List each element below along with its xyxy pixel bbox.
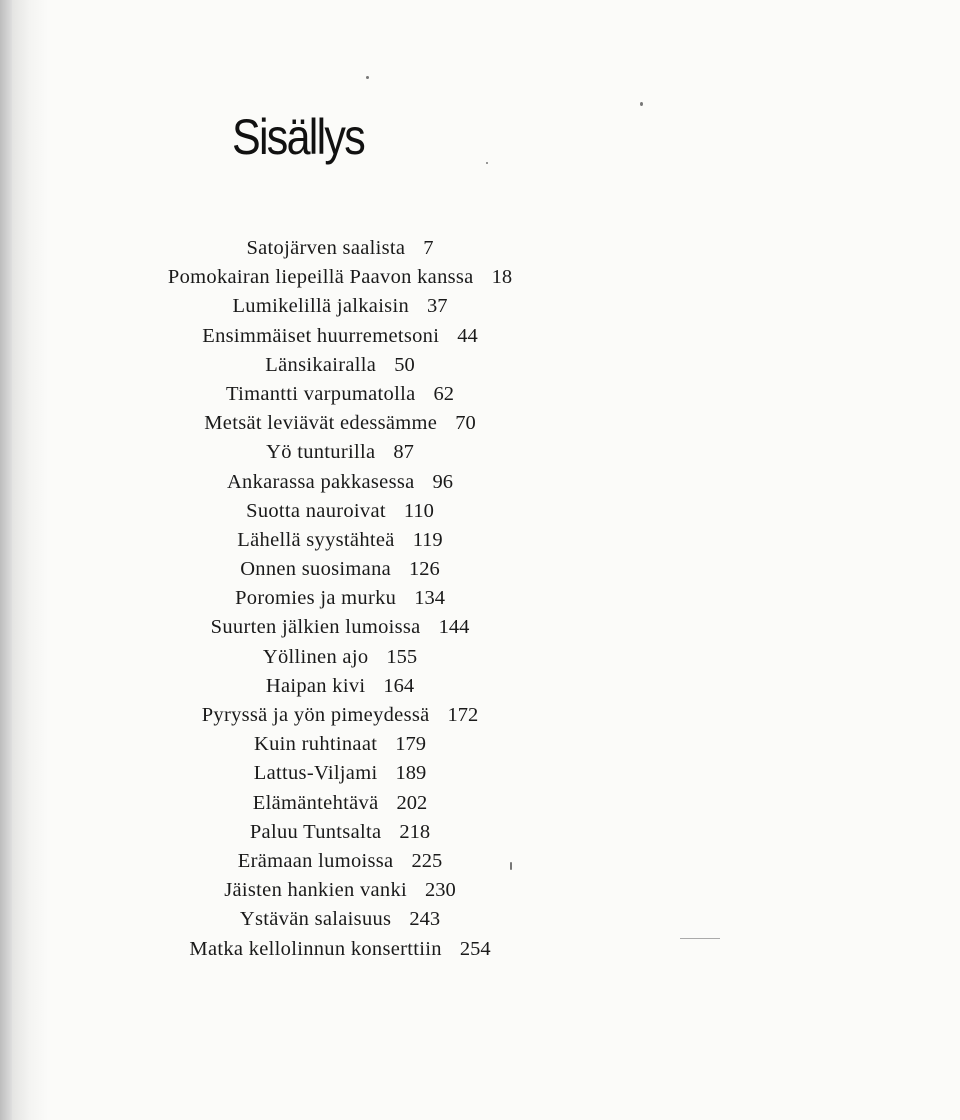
- toc-entry: [120, 555, 560, 584]
- toc-entry-title: Suurten jälkien lumoissa: [210, 616, 421, 639]
- toc-entry-title: Ankarassa pakkasessa: [226, 470, 415, 493]
- toc-entry-page-number: 110: [403, 499, 434, 522]
- toc-entry-page-number: 70: [455, 412, 476, 435]
- toc-entry: [120, 497, 560, 526]
- toc-entry: [120, 935, 560, 964]
- toc-entry-title: Pyryssä ja yön pimeydessä: [201, 704, 430, 726]
- toc-entry-title: Ystävän salaisuus: [239, 908, 392, 931]
- toc-entry: [120, 759, 560, 788]
- toc-entry-page-number: 218: [399, 820, 431, 843]
- toc-entry-title: Kuin ruhtinaat: [254, 733, 378, 756]
- toc-entry-title: Länsikairalla: [265, 353, 377, 376]
- toc-entry: [120, 380, 560, 409]
- toc-entry-title: Ensimmäiset huurremetsoni: [202, 324, 440, 347]
- toc-entry-page-number: 189: [395, 762, 427, 785]
- toc-entry: [120, 905, 560, 934]
- toc-entry: [120, 351, 560, 380]
- toc-entry-page-number: 119: [412, 528, 443, 551]
- toc-entry: [120, 672, 560, 701]
- scan-speck: [510, 862, 512, 870]
- toc-entry-page-number: 37: [427, 295, 448, 318]
- scan-speck: [486, 162, 488, 164]
- toc-entry: [120, 322, 560, 351]
- toc-entry-page-number: 202: [396, 791, 428, 814]
- toc-entry-title: Erämaan lumoissa: [237, 849, 394, 872]
- toc-entry: [120, 789, 560, 818]
- toc-entry-title: Jäisten hankien vanki: [224, 879, 408, 902]
- toc-entry-page-number: 172: [447, 704, 479, 726]
- toc-entry-page-number: 44: [457, 324, 478, 347]
- toc-entry-title: Yö tunturilla: [266, 441, 376, 464]
- toc-entry-title: Lähellä syystähteä: [237, 528, 395, 551]
- toc-entry-page-number: 62: [433, 382, 454, 405]
- toc-entry-page-number: 179: [395, 733, 426, 756]
- toc-entry-page-number: 50: [394, 353, 415, 376]
- toc-entry-title: Haipan kivi: [265, 674, 366, 697]
- toc-entry-title: Yöllinen ajo: [262, 645, 369, 668]
- toc-entry: [120, 730, 560, 759]
- toc-entry-page-number: 144: [438, 616, 470, 639]
- toc-entry: [120, 643, 560, 672]
- toc-entry-page-number: 7: [423, 237, 434, 259]
- toc-entry: [120, 263, 560, 292]
- toc-entry-page-number: 243: [409, 908, 441, 931]
- toc-entry-page-number: 126: [409, 558, 440, 581]
- toc-entry-title: Metsät leviävät edessämme: [204, 412, 438, 435]
- toc-entry: [120, 468, 560, 497]
- page-binding-edge: [0, 0, 12, 1120]
- toc-entry: [120, 526, 560, 555]
- toc-entry: [120, 818, 560, 847]
- toc-entry-title: Paluu Tuntsalta: [249, 820, 382, 843]
- toc-entry: [120, 409, 560, 438]
- toc-entry-page-number: 18: [491, 266, 513, 289]
- toc-entry-title: Pomokairan liepeillä Paavon kanssa: [167, 266, 474, 289]
- toc-entry: [120, 613, 560, 642]
- toc-entry: [120, 584, 560, 613]
- toc-entry-title: Timantti varpumatolla: [226, 382, 416, 405]
- toc-entry-title: Elämäntehtävä: [252, 791, 379, 814]
- scan-speck: [640, 102, 643, 106]
- toc-entry-page-number: 254: [459, 937, 491, 960]
- toc-entry-title: Matka kellolinnun konserttiin: [189, 937, 442, 960]
- toc-entry-page-number: 225: [411, 849, 443, 872]
- toc-entry-page-number: 87: [393, 441, 414, 464]
- toc-entry: [120, 876, 560, 905]
- toc-entry-page-number: 134: [414, 587, 445, 610]
- toc-entry: [120, 234, 560, 263]
- toc-entry: [120, 847, 560, 876]
- toc-entry-page-number: 96: [432, 470, 454, 493]
- scan-speck: [366, 76, 369, 79]
- toc-entry-title: Poromies ja murku: [235, 587, 397, 610]
- page-title: Sisällys: [232, 109, 364, 165]
- toc-entry: [120, 701, 560, 730]
- toc-entry-title: Onnen suosimana: [240, 558, 392, 581]
- toc-entry-page-number: 164: [383, 674, 415, 697]
- toc-entry-page-number: 230: [425, 879, 456, 902]
- toc-entry-page-number: 155: [386, 645, 418, 668]
- toc-entry-title: Satojärven saalista: [246, 237, 406, 259]
- toc-entry: [120, 438, 560, 467]
- toc-entry-title: Lumikelillä jalkaisin: [232, 295, 410, 318]
- toc-entry-title: Suotta nauroivat: [246, 499, 386, 522]
- toc-entry-title: Lattus-Viljami: [253, 762, 378, 785]
- toc-entry: [120, 292, 560, 321]
- table-of-contents: [120, 234, 560, 964]
- scan-speck: [680, 938, 720, 939]
